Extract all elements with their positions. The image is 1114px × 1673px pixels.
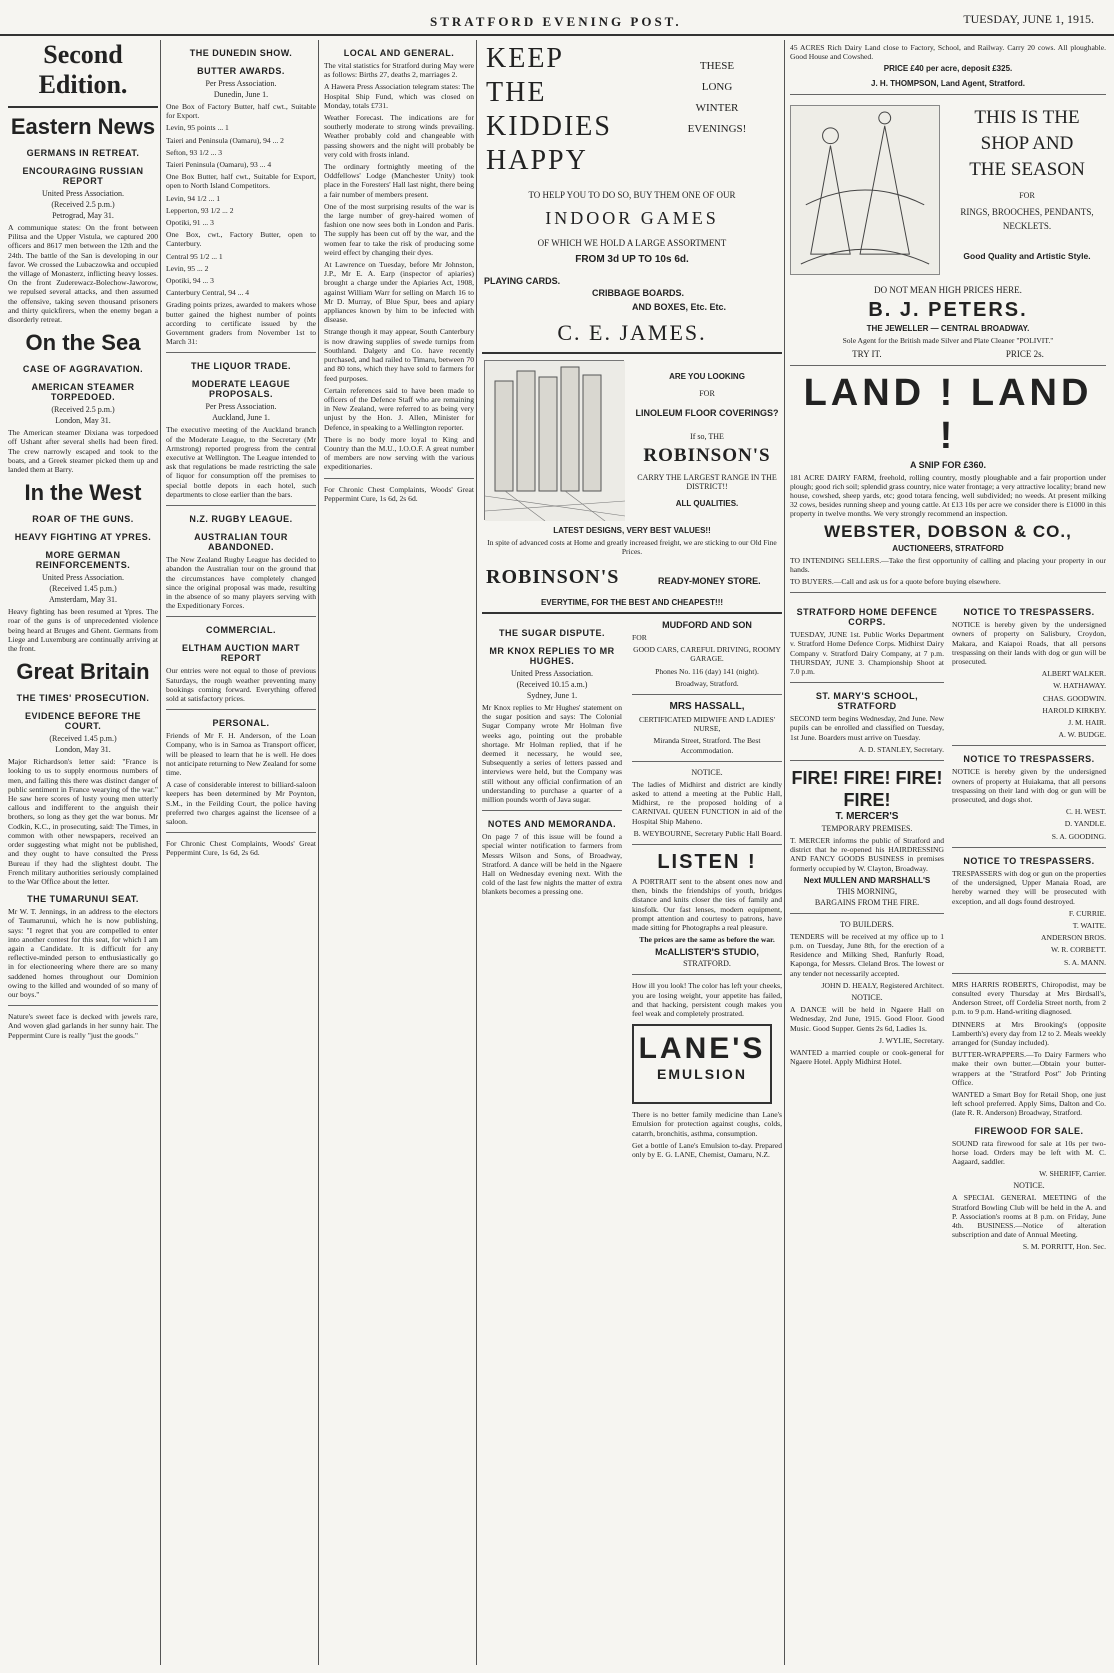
snip-price: A SNIP FOR £360.: [909, 459, 987, 470]
section-eastern: Eastern News: [10, 114, 156, 139]
divider: [166, 709, 316, 710]
games-help: TO HELP YOU TO DO SO, BUY THEM ONE OF OUR: [528, 190, 736, 200]
edition-heading: Second Edition.: [8, 40, 158, 108]
ad-line: BARGAINS FROM THE FIRE.: [814, 897, 920, 907]
boxes-etc: AND BOXES, Etc. Etc.: [632, 302, 727, 312]
article-body: Grading points prizes, awarded to makers whose butter gained the highest number of points according to certificate issued by the Government graders from November 1st to March 31:: [166, 300, 316, 347]
signature: JOHN D. HEALY, Registered Architect.: [821, 980, 944, 990]
headline: STRATFORD HOME DEFENCE CORPS.: [796, 607, 938, 628]
headline: N.Z. RUGBY LEAGUE.: [189, 514, 293, 525]
headline: NOTICE TO TRESPASSERS.: [963, 855, 1095, 866]
subheadline: MODERATE LEAGUE PROPOSALS.: [191, 379, 291, 400]
signature: W. R. CORBETT.: [1050, 945, 1106, 955]
divider: [482, 352, 782, 354]
ad-line: Sole Agent for the British made Silver and Plate Cleaner "POLIVIT.": [842, 336, 1054, 346]
column-4: [482, 40, 782, 1665]
article-body: NOTICE is hereby given by the undersigned owners of property on Salisbury, Croydon, Makara, and Kaiapoi Roads, that all persons trespassing on their lands with dog or gun will be prosecuted.: [952, 620, 1106, 667]
headline: LOCAL AND GENERAL.: [343, 48, 455, 58]
article-body: Major Richardson's letter said: "France is looking to us to supply enormous numbers of men, and failing this there was distinct danger of public sentiment in France wearying of the war." He saw here scores of lusty young men utterly callous and indifferent to the anguish their brothers, so long as they get the war bonus. Mr Codkin, K.C., in prosecuting, said: The Times, in common with other newspapers, received an order suggesting what might not be published, and they ought to have consulted the Press Bureau if they had the slightest doubt. The French military authorities seriously complained to the War Office about the letter.: [8, 757, 158, 886]
cribbage-boards: CRIBBAGE BOARDS.: [592, 288, 685, 298]
signature: C. H. WEST.: [1065, 807, 1106, 817]
column-rule: [318, 40, 319, 1665]
land-ad: 45 ACRES Rich Dairy Land close to Factory, School, and Railway. Carry 20 cows. All ploughable. Good House and Cowshed.: [790, 43, 1106, 62]
article-body: A case of considerable interest to billiard-saloon keepers has been determined by Mr Poynton, S.M., in the Feilding Court, the police having preferred two charges against the licensee of a saloon.: [166, 780, 316, 826]
divider: [632, 694, 782, 695]
try-price-row: [790, 349, 1106, 359]
divider: [952, 745, 1106, 746]
jeweller-ad: [790, 101, 1106, 281]
award-row: Taieri and Peninsula (Oamaru), 94 ... 2: [166, 135, 284, 145]
ad-line: If so, THE: [690, 432, 724, 441]
footer-ad: For Chronic Chest Complaints, Woods' Great Peppermint Cure, 1s 6d, 2s 6d.: [324, 484, 474, 503]
headline: FIREWOOD FOR SALE.: [974, 1125, 1084, 1136]
received: (Received 1.45 p.m.): [49, 734, 117, 744]
ad-line: Miranda Street, Stratford. The Best Accommodation.: [653, 736, 761, 755]
article-body: A SPECIAL GENERAL MEETING of the Stratford Bowling Club will be held in the A. and P. Association's rooms at 8 p.m. on Friday, June 4th. BUSINESS.—Notice of alteration subscription and date of Annual Meeting.: [952, 1193, 1106, 1240]
signature: ALBERT WALKER.: [1041, 669, 1106, 679]
divider: [166, 352, 316, 353]
article-body: Strange though it may appear, South Canterbury is now drawing supplies of swede turnips from Southland. Dalgety and Co. have recently purchased, and had railed to Timaru, between 70 and 80 tons, which they have sold to farmers for feed purposes.: [324, 327, 474, 383]
divider: [166, 505, 316, 506]
divider: [482, 612, 782, 614]
article-body: TRESPASSERS with dog or gun on the properties of the undersigned, Upper Manaia Road, are hereby warned they will be prosecuted with exception, and all dogs found destroyed.: [952, 868, 1106, 906]
headline: THE TIMES' PROSECUTION.: [16, 693, 150, 704]
divider: [166, 832, 316, 833]
listen-heading: LISTEN !: [657, 851, 757, 874]
source: Per Press Association.: [205, 79, 277, 88]
dateline: Dunedin, June 1.: [213, 90, 269, 99]
masthead: [0, 8, 1114, 36]
signature: W. SHERIFF, Carrier.: [1039, 1169, 1106, 1179]
subheadline: AUSTRALIAN TOUR ABANDONED.: [194, 532, 288, 553]
subheadline: EVIDENCE BEFORE THE COURT.: [24, 711, 141, 732]
signature: J. WYLIE, Secretary.: [879, 1035, 944, 1045]
classifieds-left: [790, 599, 944, 1254]
received: (Received 1.45 p.m.): [49, 584, 117, 594]
article-body: One Box of Factory Butter, half cwt., Suitable for Export.: [166, 102, 316, 121]
headline: ROAR OF THE GUNS.: [32, 514, 134, 525]
ad-line: Phones No. 116 (day) 141 (night).: [655, 666, 759, 676]
lanes-logo-text: LANE'S: [638, 1032, 766, 1066]
section-great-britain: Great Britain: [16, 659, 150, 685]
ad-line: THE SEASON: [969, 159, 1085, 181]
lanes-emulsion-logo: [632, 1024, 772, 1104]
ad-line: THIS MORNING,: [837, 886, 897, 896]
ad-line: FOR: [632, 633, 647, 642]
headline: ST. MARY'S SCHOOL, STRATFORD: [815, 691, 919, 712]
ad-line: THE: [486, 77, 547, 108]
masthead-date: TUESDAY, JUNE 1, 1915.: [963, 12, 1094, 26]
headline: NOTICE TO TRESPASSERS.: [963, 754, 1095, 765]
games-price: FROM 3d UP TO 10s 6d.: [575, 254, 689, 265]
article-body: DINNERS at Mrs Brooking's (opposite Lamberth's) every day from 12 to 2. Meals weekly arranged for (Sunday included).: [952, 1019, 1106, 1047]
long-winter-evenings: [657, 56, 777, 140]
divider: [482, 810, 622, 811]
article-body: MRS HARRIS ROBERTS, Chiropodist, may be consulted every Thursday at Mrs Birdsall's, Anderson Street, off Cordelia Street north, from 2 p.m. to 9 p.m. Hand-writing diagnosed.: [952, 979, 1106, 1017]
award-row: Levin, 95 ... 2: [166, 263, 209, 273]
ready-money-store: READY-MONEY STORE.: [658, 576, 761, 586]
divider: [790, 913, 944, 914]
jewellery-illustration: [790, 105, 940, 275]
ad-line: STRATFORD.: [683, 959, 731, 969]
source: United Press Association.: [511, 669, 593, 678]
signature: CHAS. GOODWIN.: [1042, 693, 1106, 703]
article-body: Certain references said to have been made to officers of the Defence Staff who are remaining in New Zealand, were referred to as being very unjust by the Hon. J. Allen, Minister for Defence, in speaking to a Wellington reporter.: [324, 385, 474, 432]
signature: J. M. HAIR.: [1068, 718, 1106, 728]
headline: CASE OF AGGRAVATION.: [22, 364, 144, 375]
headline: THE DUNEDIN SHOW.: [189, 48, 293, 58]
emulsion-logo-text: EMULSION: [657, 1066, 747, 1083]
article-body: One Box, cwt., Factory Butter, open to Canterbury.: [166, 230, 316, 249]
ad-line: TRY IT.: [852, 348, 882, 359]
subheadline: MORE GERMAN REINFORCEMENTS.: [35, 550, 131, 571]
mercer-name: T. MERCER'S: [835, 811, 899, 823]
ad-line: SHOP AND: [980, 133, 1074, 155]
article-body: Mr Knox replies to Mr Hughes' statement on the sugar position and says: The Colonial Sugar Company wrote Mr Holman five weeks ago, pointing out the probable shortage. Mr Holman replied, that if he deemed it necessary, he would see, Subsequently a series of letters passed and interviews were held, but the Company was still without any official confirmation of an understanding to purchase a quarter of a million pounds worth of Java sugar.: [482, 703, 622, 805]
ad-line: PRICE 2s.: [1005, 348, 1044, 359]
article-body: Our entries were not equal to those of previous Saturdays, the rough weather preventing many bookings coming forward. Everything offered sold at satisfactory prices.: [166, 666, 316, 703]
this-is-the-shop: [948, 105, 1106, 183]
award-row: Sefton, 93 1/2 ... 3: [166, 147, 223, 157]
robinsons-big: ROBINSON'S: [486, 566, 620, 588]
column-3: [324, 40, 474, 1665]
article-body: T. MERCER informs the public of Stratford and district that he re-opened his HAIRDRESSING AND FANCY GOODS BUSINESS in premises formerly occupied by W. Clayton, Broadway.: [790, 836, 944, 873]
ad-line: WINTER: [695, 102, 739, 114]
divider: [952, 847, 1106, 848]
article-body: SOUND rata firewood for sale at 10s per two-horse load. Orders may be left with M. C. Aagaard, saddler.: [952, 1138, 1106, 1166]
award-row: Canterbury Central, 94 ... 4: [166, 288, 250, 298]
ad-line: In spite of advanced costs at Home and greatly increased freight, we are sticking to our Old Fine Prices.: [487, 538, 777, 556]
article-body: A PORTRAIT sent to the absent ones now and then, binds the friendships of youth, bridges distance and knits closer the ties of family and kinsfolk. Our fast lenses, modern equipment, prompt attention and courtesy to patrons, have made sitting for Photographs a real pleasure.: [632, 877, 782, 933]
article-body: The vital statistics for Stratford during May were as follows: Births 27, deaths 2, marriages 2.: [324, 61, 474, 80]
ad-line: LONG: [701, 81, 733, 93]
section-sea: On the Sea: [25, 330, 141, 356]
source: United Press Association.: [42, 573, 124, 583]
notice-heading: NOTICE.: [691, 767, 723, 777]
ad-line: EVENINGS!: [687, 123, 747, 135]
article-body: The New Zealand Rugby League has decided to abandon the Australian tour on the ground that the circumstances have completely changed since the original proposal was made, resulting in the absence of so many players serving with the Expeditionary Forces.: [166, 555, 316, 611]
classifieds-right: [952, 599, 1106, 1254]
column-1: [8, 40, 158, 1665]
article-body: NOTICE is hereby given by the undersigned owners of property at Huiakama, that all persons trespassing on their land with dog or gun will be prosecuted, and dogs shot.: [952, 767, 1106, 805]
divider: [790, 760, 944, 761]
article-body: One of the most surprising results of the war is the large number of grey-haired women of fashion one now sees both in London and Paris. The supply has been cut off by the war, and the women fear to take the risk of producing some weird effect by changing their dyes.: [324, 201, 474, 257]
ad-line: THIS IS THE: [974, 107, 1080, 129]
article-body: SECOND term begins Wednesday, 2nd June. New pupils can be enrolled and classified on Tuesday, 1st June. Boarders must arrive on Tuesday.: [790, 714, 944, 742]
article-body: A Hawera Press Association telegram states: The Hospital Ship Fund, which was closed on Monday, totals £731.: [324, 82, 474, 110]
article-body: Get a bottle of Lane's Emulsion to-day. Prepared only by E. G. LANE, Chemist, Oamaru, N.Z.: [632, 1140, 782, 1160]
hassall-name: MRS HASSALL,: [669, 701, 745, 713]
ad-line: HAPPY: [486, 145, 588, 176]
mudford-name: MUDFORD AND SON: [662, 620, 752, 630]
ad-line: LATEST DESIGNS, VERY BEST VALUES!!: [553, 526, 711, 535]
headline: COMMERCIAL.: [206, 625, 276, 636]
ad-line: Good Quality and Artistic Style.: [963, 251, 1091, 262]
ad-line: Broadway, Stratford.: [675, 678, 739, 688]
keep-kiddies-happy: [486, 42, 636, 178]
article-body: TENDERS will be received at my office up to 1 p.m. on Tuesday, June 8th, for the erection of a Residence and Milking Shed, Ranfurly Road, Kaponga, for Messrs. Cleland Bros. The lowest or any tender not necessarily accepted.: [790, 931, 944, 978]
headline: NOTICE.: [1013, 1181, 1045, 1191]
divider: [790, 592, 1106, 593]
ad-line: CARRY THE LARGEST RANGE IN THE DISTRICT!!: [637, 473, 777, 491]
dateline: Amsterdam, May 31.: [49, 595, 117, 605]
article-body: WANTED a Smart Boy for Retail Shop, one just left school preferred. Apply Sims, Dalton and Co. (late R. R. Anderson) Broadway, Stratford.: [952, 1089, 1106, 1118]
ad-line: KIDDIES: [486, 111, 612, 142]
playing-cards: PLAYING CARDS.: [484, 276, 561, 286]
divider: [8, 1005, 158, 1006]
article-body: One Box Butter, half cwt., Suitable for Export, open to North Island Competitors.: [166, 172, 316, 191]
ad-line: LINOLEUM FLOOR COVERINGS?: [635, 408, 779, 418]
masthead-title: STRATFORD EVENING POST.: [430, 14, 682, 29]
headline: GERMANS IN RETREAT.: [26, 148, 140, 158]
signature: ANDERSON BROS.: [1041, 933, 1106, 943]
article-body: The ladies of Midhirst and district are kindly asked to attend a meeting at the Public Hall, Midhirst, re the proposed holding of a CARNIVAL QUEEN FUNCTION in aid of the Hospital Ship Maheno.: [632, 779, 782, 826]
small-ads-column: [632, 620, 782, 1162]
article-body: 181 ACRE DAIRY FARM, freehold, rolling country, mostly ploughable and a fair proportion under plough; good rich soil; splendid grass country, nice water frontage; a very attractive locality; brand new house, cowshed, sheep yards, etc; good totara fencing, well subdivided; no weeds. At present milking 32 cows, besides running sheep and young cattle. At £13 10s per acre we consider there is £1000 in this property in twelve months. We very strongly recommend an inspection.: [790, 472, 1106, 519]
ad-line: Next MULLEN AND MARSHALL'S: [803, 875, 931, 885]
source: United Press Association.: [42, 189, 124, 198]
award-row: Taieri Peninsula (Oamaru), 93 ... 4: [166, 160, 272, 170]
article-body: Mr W. T. Jennings, in an address to the electors of Taumarunui, which he is now publishing, says: "I regret that you are compelled to enter into another contest for this seat, for which I am again a Candidate. It is difficult for any reflective-minded person to enthusiastically go in for electioneering where there are so many saddened homes throughout our Dominion owing to the killed and wounded of so many of our boys.": [8, 907, 158, 999]
divider: [790, 365, 1106, 366]
indoor-games: INDOOR GAMES: [545, 208, 719, 228]
dateline: London, May 31.: [55, 745, 111, 755]
ad-line: The prices are the same as before the war.: [639, 935, 775, 945]
signature: S. M. PORRITT, Hon. Sec.: [1022, 1242, 1106, 1252]
article-body: There is no body more loyal to King and Country than the M.U., I.O.O.F. A great number of members are now serving with the various expeditionaries.: [324, 434, 474, 472]
article-body: The ordinary fortnightly meeting of the Oddfellows' Lodge (Manchester Unity) took place in the Foresters' Hall last night, there being a fair number of members present.: [324, 162, 474, 199]
divider: [166, 616, 316, 617]
thompson-agent: J. H. THOMPSON, Land Agent, Stratford.: [871, 79, 1025, 89]
subheadline: MR KNOX REPLIES TO MR HUGHES.: [489, 646, 615, 666]
divider: [632, 844, 782, 845]
land-heading: LAND ! LAND !: [803, 371, 1093, 457]
received: (Received 2.5 p.m.): [51, 200, 115, 209]
footer-ad: Nature's sweet face is decked with jewels rare, And woven glad garlands in her sunny hair. The Peppermint Cure is really "just the goods.": [8, 1012, 158, 1040]
column-rule: [476, 40, 477, 1665]
divider: [632, 761, 782, 762]
signature: S. A. MANN.: [1064, 957, 1106, 967]
article-body: How ill you look! The color has left your cheeks, you are losing weight, your appetite has failed, and that hacking, persistent cough makes you feel weak and completely prostrated.: [632, 981, 782, 1019]
ad-line: TO BUYERS.—Call and ask us for a quote before buying elsewhere.: [790, 577, 1001, 587]
ad-line: FOR: [699, 389, 715, 398]
ad-line: ARE YOU LOOKING: [669, 372, 745, 381]
headline: THE TUMARUNUI SEAT.: [27, 894, 139, 905]
ad-line: THE JEWELLER — CENTRAL BROADWAY.: [866, 324, 1030, 334]
ad-line: RINGS, BROOCHES, PENDANTS, NECKLETS.: [960, 207, 1094, 232]
ad-line: EVERYTIME, FOR THE BEST AND CHEAPEST!!!: [540, 598, 724, 607]
divider: [632, 974, 782, 975]
linoleum-roll-illustration: [484, 360, 624, 520]
column-rule: [160, 40, 161, 1665]
article-body: BUTTER-WRAPPERS.—To Dairy Farmers who make their own butter.—Obtain your butter-wrappers at the "Stratford Post" Job Printing Office.: [952, 1050, 1106, 1087]
fire-heading: FIRE! FIRE! FIRE! FIRE!: [791, 768, 943, 811]
award-row: Lepperton, 93 1/2 ... 2: [166, 205, 234, 215]
divider: [790, 682, 944, 683]
subheadline: HEAVY FIGHTING AT YPRES.: [14, 532, 152, 543]
article-body: The executive meeting of the Auckland branch of the Moderate League, to the Secretary (Mr Armstrong) reported progress from the central executive at Wellington. The League intended to ask that regulations be made restricting the sale of liquor for consumption off the premises to special bottle depots in each hotel, such departments to close earlier than the bars.: [166, 425, 316, 499]
award-row: Levin, 94 1/2 ... 1: [166, 193, 220, 203]
headline: THE SUGAR DISPUTE.: [498, 628, 605, 638]
article-body: The American steamer Dixiana was torpedoed off Ushant after several shells had been fired. The crew narrowly escaped and took to the boats, and a Greek steamer picked them up and landed them at Barry.: [8, 428, 158, 475]
ad-line: TEMPORARY PREMISES.: [821, 824, 913, 834]
signature: B. WEYBOURNE, Secretary Public Hall Board.: [633, 828, 782, 838]
article-body: WANTED a married couple or cook-general for Ngaere Hotel. Apply Midhirst Hotel.: [790, 1047, 944, 1067]
subheadline: BUTTER AWARDS.: [197, 66, 285, 76]
land-price: PRICE £40 per acre, deposit £325.: [883, 64, 1013, 74]
classifieds-grid: [790, 599, 1106, 1254]
article-body: Friends of Mr F. H. Anderson, of the Loan Company, who is in Samoa as Transport officer, will be pleased to learn that he is well. He does not anticipate returning to New Zealand for some time.: [166, 731, 316, 777]
mcallister-name: McALLISTER'S STUDIO,: [655, 947, 759, 958]
ad-line: AUCTIONEERS, STRATFORD: [892, 543, 1004, 553]
article-body: TUESDAY, JUNE 1st. Public Works Department v. Stratford Home Defence Corps. Midhirst Dairy Company v. Stratford Dairy Company, at 7 p.m. THURSDAY, JUNE 3. Championship Shoot at 7.0 p.m.: [790, 630, 944, 677]
ad-line: KEEP: [486, 43, 564, 74]
robinsons-ad: [632, 364, 782, 508]
headline: NOTES AND MEMORANDA.: [487, 819, 617, 830]
received: (Received 10.15 a.m.): [516, 680, 588, 689]
ad-line: CERTIFICATED MIDWIFE AND LADIES' NURSE,: [638, 715, 776, 734]
ad-line: ALL QUALITIES.: [675, 499, 739, 508]
signature: F. CURRIE.: [1068, 908, 1106, 918]
article-body: A DANCE will be held in Ngaere Hall on Wednesday, 2nd June, 1915. Good Floor. Good Music. Good Supper. Gents 2s 6d, Ladies 1s.: [790, 1005, 944, 1033]
dateline: Sydney, June 1.: [526, 691, 578, 700]
ad-line: TO INTENDING SELLERS.—Take the first opportunity of calling and placing your property in our hands.: [790, 555, 1106, 574]
c-e-james: C. E. JAMES.: [557, 320, 707, 345]
award-row: Levin, 95 points ... 1: [166, 123, 229, 133]
sugar-dispute-column: [482, 620, 622, 900]
ad-line: THESE: [699, 60, 735, 72]
dateline: Auckland, June 1.: [212, 413, 270, 423]
column-2: [166, 40, 316, 1665]
headline: THE LIQUOR TRADE.: [191, 361, 291, 372]
signature: W. HATHAWAY.: [1053, 681, 1106, 691]
subheadline: AMERICAN STEAMER TORPEDOED.: [31, 382, 135, 403]
divider: [952, 973, 1106, 974]
award-row: Central 95 1/2 ... 1: [166, 251, 223, 261]
received: (Received 2.5 p.m.): [51, 405, 115, 415]
divider: [324, 478, 474, 479]
section-west: In the West: [24, 480, 142, 506]
subheadline: ELTHAM AUCTION MART REPORT: [182, 643, 300, 664]
footer-ad: For Chronic Chest Complaints, Woods' Great Peppermint Cure, 1s 6d, 2s 6d.: [166, 839, 316, 858]
source: Per Press Association.: [205, 402, 277, 412]
ad-line: GOOD CARS, CAREFUL DRIVING, ROOMY GARAGE.: [633, 645, 781, 664]
article-body: Heavy fighting has been resumed at Ypres. The roar of the guns is of unprecedented violence being heard at Bruges and Ghent. Germans from Liege and Luxemburg are continually arriving at the front.: [8, 607, 158, 654]
signature: D. YANDLE.: [1064, 819, 1106, 829]
signature: HAROLD KIRKBY.: [1042, 705, 1106, 715]
robinsons-name: ROBINSON'S: [643, 445, 771, 466]
ad-line: DO NOT MEAN HIGH PRICES HERE.: [874, 285, 1022, 296]
ad-line: FOR: [1019, 191, 1035, 201]
headline: PERSONAL.: [212, 718, 270, 729]
signature: S. A. GOODING.: [1051, 831, 1106, 841]
article-body: A communique states: On the front between Pilitsa and the Upper Vistula, we captured 200 officers and 8617 men between the 12th and the 24th. The battle of the San is developing in our favor. We crossed the Lubaczowka and occupied the village of Monasterz, inflicting heavy losses. On the front Zuderewacz-Bolechow-Jaworow, we repulsed several attacks, and then assumed the offensive, taking seven thousand prisoners and thirty quickfirers, when the enemy began a disorderly retreat.: [8, 223, 158, 325]
headline: NOTICE.: [851, 993, 883, 1003]
headline: TO BUILDERS.: [840, 919, 894, 929]
article-body: On page 7 of this issue will be found a special winter notification to farmers from Messrs Wilson and Sons, of Broadway, Stratford. A dance will be held in the Ngaere Hall on Wednesday evening next. With the cold of the last few nights the matter of extra blankets becomes a pressing one.: [482, 832, 622, 897]
games-stock: OF WHICH WE HOLD A LARGE ASSORTMENT: [537, 238, 727, 248]
article-body: Weather Forecast. The indications are for southerly moderate to strong winds prevailing. Weather probably cold and changeable with passing showers and the night will probably be very cold with frosts inland.: [324, 113, 474, 159]
webster-dobson-name: WEBSTER, DOBSON & CO.,: [824, 521, 1072, 541]
column-rule: [784, 40, 785, 1665]
award-row: Opotiki, 91 ... 3: [166, 218, 214, 228]
divider: [790, 94, 1106, 95]
subheadline: ENCOURAGING RUSSIAN REPORT: [22, 166, 144, 186]
signature: A. W. BUDGE.: [1058, 730, 1106, 740]
dateline: Petrograd, May 31.: [52, 211, 114, 220]
article-body: At Lawrence on Tuesday, before Mr Johnston, J.P., Mr E. A. Earp (inspector of apiaries) brought a charge under the Apiaries Act, 1908, against William Warr for selling on March 16 to Mr D. Murray, of Blue Spur, bees and apiary appliances known by him to be infected with disease.: [324, 260, 474, 325]
award-row: Opotiki, 94 ... 3: [166, 276, 214, 286]
signature: T. WAITE.: [1072, 920, 1106, 930]
dateline: London, May 31.: [55, 416, 111, 426]
article-body: There is no better family medicine than Lane's Emulsion for protection against coughs, colds, catarrh, bronchitis, asthma, consumption.: [632, 1110, 782, 1138]
signature: A. D. STANLEY, Secretary.: [858, 744, 944, 754]
peters-name: B. J. PETERS.: [868, 299, 1028, 322]
column-5: [790, 40, 1106, 1665]
headline: NOTICE TO TRESPASSERS.: [963, 607, 1095, 618]
